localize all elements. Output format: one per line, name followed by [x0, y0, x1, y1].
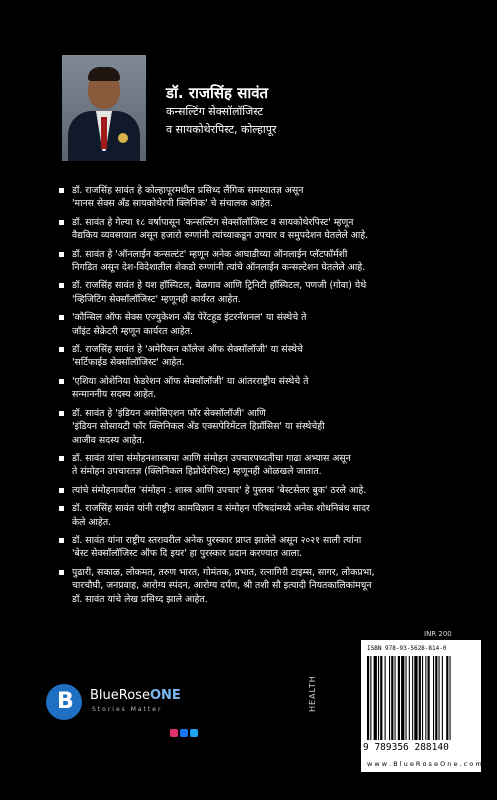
genre-label: HEALTH	[308, 675, 317, 712]
bio-line: पुढारी, सकाळ, लोकमत, तरुण भारत, गोमंतक, प्रभात, रत्नागिरी टाइम्स, सागर, लोकप्रभा,	[72, 566, 375, 578]
bio-line: 'व्हिजिटिंग सेक्सॉलॉजिस्ट' म्हणूनही कार्यरत आहेत.	[72, 293, 241, 305]
bio-item	[58, 452, 478, 479]
author-name: डॉ. राजसिंह सावंत	[166, 84, 269, 102]
bio-item	[58, 566, 478, 606]
bio-line: 'कौन्सिल ऑफ सेक्स एज्युकेशन अँड पेरेंटहूड इंटरनॅशनल' या संस्थेचे ते	[72, 312, 307, 324]
bio-item	[58, 216, 478, 243]
publisher-brand: BlueRoseONE	[90, 688, 181, 703]
bio-line: त्यांचे संमोहनावरील 'संमोहन : शास्त्र आणि उपचार' हे पुस्तक 'बेस्टसेलर बुक' ठरले आहे.	[72, 484, 367, 496]
bio-item	[58, 484, 478, 497]
bio-line: डॉ. राजसिंह सावंत यांनी राष्ट्रीय कामविज्ञान व संमोहन परिषदांमध्ये अनेक शोधनिबंध सादर	[72, 503, 370, 515]
bio-item	[58, 534, 478, 561]
bio-line: ते संमोहन उपचारतज्ञ (क्लिनिकल हिप्नोथेरपिस्ट) म्हणूनही ओळखले जातात.	[72, 466, 322, 478]
bio-line: डॉ. राजसिंह सावंत हे यश हॉस्पिटल, बेळगाव आणि ट्रिनिटी हॉस्पिटल, पणजी (गोवा) येथे	[72, 280, 367, 292]
isbn-label: ISBN 978-93-5628-814-0	[367, 645, 447, 652]
bio-line: डॉ. सावंत यांचा संमोहनशास्त्राचा आणि संमोहन उपचारपध्दतीचा गाढा अभ्यास असून	[72, 452, 351, 464]
bio-line: 'इंडियन सोसायटी फॉर क्लिनिकल अँड एक्सपेरिमेंटल हिप्नॉसिस' या संस्थेचेही	[72, 421, 325, 433]
bio-line: केले आहेत.	[72, 516, 112, 528]
bio-item	[58, 343, 478, 370]
bio-line: जॉइंट सेक्रेटरी म्हणून कार्यरत आहेत.	[72, 325, 194, 337]
facebook-icon	[180, 729, 188, 737]
barcode-bars	[367, 656, 475, 740]
bio-line: डॉ. सावंत हे गेल्या १८ वर्षापासून 'कन्सल्टिंग सेक्सॉलॉजिस्ट व सायकोथेरपिस्ट' म्हणून	[72, 216, 354, 228]
bio-line: चारचौघी, जनप्रवाह, आरोग्य स्पंदन, आरोग्य दर्पण, श्री तशी सौ इत्यादी नियतकालिकांमधून	[72, 580, 372, 592]
bio-item	[58, 502, 478, 529]
instagram-icon	[170, 729, 178, 737]
author-title-line1: कन्सल्टिंग सेक्सॉलॉजिस्ट	[166, 105, 264, 118]
bio-line: आजीव सदस्य आहेत.	[72, 434, 145, 446]
bio-line: सन्माननीय सदस्य आहेत.	[72, 389, 157, 401]
isbn-number: 9 789356 288140	[363, 742, 449, 753]
bio-line: डॉ. सावंत हे 'इंडियन असोसिएशन फॉर सेक्सॉलॉजी' आणि	[72, 407, 266, 419]
bio-item	[58, 311, 478, 338]
price-label: INR 200	[424, 630, 452, 638]
bio-line: डॉ. सावंत यांचे लेख प्रसिध्द झाले आहेत.	[72, 593, 208, 605]
publisher-website: w w w . B l u e R o s e O n e . c o m	[367, 760, 482, 768]
bio-line: 'बेस्ट सेक्सॉलॉजिस्ट ऑफ दि इयर' हा पुरस्कार प्रदान करण्यात आला.	[72, 548, 303, 560]
publisher-tagline: Stories Matter	[92, 706, 163, 713]
bio-line: डॉ. राजसिंह सावंत हे 'अमेरिकन कॉलेज ऑफ सेक्सॉलॉजी' या संस्थेचे	[72, 344, 303, 356]
author-title-line2: व सायकोथेरपिस्ट, कोल्हापूर	[166, 123, 277, 136]
twitter-icon	[190, 729, 198, 737]
barcode-panel	[361, 640, 481, 772]
bio-line: 'मानस सेक्स अँड सायकोथेरपी क्लिनिक' चे संचालक आहेत.	[72, 198, 274, 210]
bio-line: 'सर्टिफाईड सेक्सॉलॉजिस्ट' आहेत.	[72, 357, 185, 369]
bio-line: निगडित असून देश-विदेशातील शेकडो रुग्णांनी त्यांचे ऑनलाईन कन्सल्टेशन घेतलेले आहे.	[72, 262, 366, 274]
social-icons	[170, 722, 200, 741]
bio-line: डॉ. सावंत यांना राष्ट्रीय स्तरावरील अनेक पुरस्कार प्राप्त झालेले असून २०२१ साली त्यांना	[72, 534, 362, 546]
bio-line: वैद्यकिय व्यवसायात असून हजारो रुग्णांनी त्यांच्याकडून उपचार व समुपदेशन घेतलेले आहे.	[72, 230, 369, 242]
bio-item	[58, 407, 478, 447]
bio-line: डॉ. सावंत हे 'ऑनलाईन कन्सल्टंट' म्हणून अनेक आघाडीच्या ऑनलाईन प्लॅटफॉर्मशी	[72, 248, 348, 260]
bio-line: 'एशिया ओशेनिया फेडरेशन ऑफ सेक्सॉलॉजी' या आंतरराष्ट्रीय संस्थेचे ते	[72, 375, 309, 387]
bio-item	[58, 184, 478, 211]
bio-item	[58, 279, 478, 306]
author-photo	[62, 55, 146, 161]
bio-item	[58, 375, 478, 402]
bio-item	[58, 248, 478, 275]
bio-line: डॉ. राजसिंह सावंत हे कोल्हापूरमधील प्रसिध्द लैंगिक समस्यातज्ञ असून	[72, 185, 304, 196]
bio-list	[58, 184, 478, 611]
publisher-logo-icon: B	[46, 684, 82, 720]
